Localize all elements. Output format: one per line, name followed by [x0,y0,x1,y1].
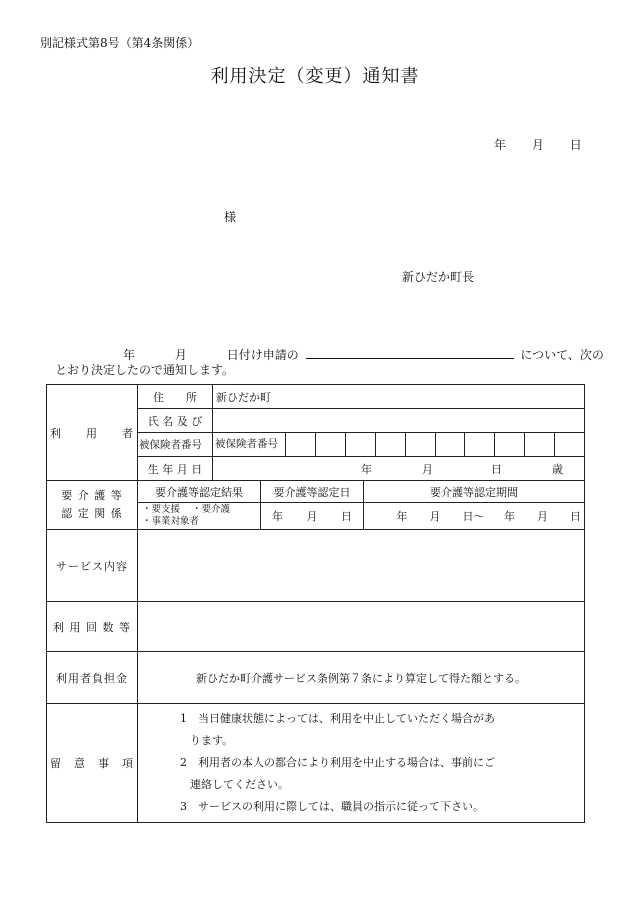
care-date-day: 日 [341,510,352,523]
option-target: ・事業対象者 [142,516,200,527]
care-date-month: 月 [306,510,318,523]
care-date-value [261,503,364,530]
note-1: 1 当日健康状態によっては、利用を中止していただく場合があ [180,712,495,725]
user-section-label: 利 用 者 [47,385,138,481]
notes-label: 留 意 事 項 [47,704,138,823]
dob-day: 日 [491,462,503,476]
usage-value [138,602,585,652]
addressee-suffix: 様 [224,210,237,224]
care-section-label [47,481,138,530]
name-label: 氏 名 及 び [138,409,213,433]
form-number: 別記様式第8号（第4条関係） [40,36,200,50]
service-value [138,530,585,602]
notes-content [138,704,585,823]
dob-value [213,457,585,481]
dob-year: 年 [361,462,373,476]
period-from: 年 月 日～ [396,510,485,523]
date-day: 日 [569,138,582,152]
care-period-value [364,503,585,530]
date-month: 月 [531,138,544,152]
intro-year: 年 [123,348,136,362]
note-1-cont: ります。 [190,734,234,747]
burden-label: 利用者負担金 [47,652,138,704]
usage-label: 利 用 回 数 等 [47,602,138,652]
dob-label: 生 年 月 日 [138,457,213,481]
care-label-1: 要 介 護 等 [61,489,123,502]
insured-number-cells [285,433,584,456]
care-label-2: 認 定 関 係 [61,507,123,520]
care-result-header: 要介護等認定結果 [138,481,261,503]
note-2-cont: 連絡してください。 [190,778,289,791]
intro-month: 月 [174,348,187,362]
sender-name: 新ひだか町長 [402,270,475,284]
name-value [213,409,585,433]
note-2: 2 利用者の本人の都合により利用を中止する場合は、事前にご [180,756,495,769]
care-date-header: 要介護等認定日 [261,481,364,503]
care-period-header: 要介護等認定期間 [364,481,585,503]
intro-day-application: 日付け申請の [226,348,299,362]
application-blank-line [306,347,514,359]
decision-table [46,384,585,823]
care-result-options [138,503,261,530]
insured-number-field [213,433,585,457]
option-support: ・要支援 [142,504,181,515]
period-to: 年 月 日 [504,510,582,523]
note-3: 3 サービスの利用に際しては、職員の指示に従って下さい。 [180,800,484,813]
issue-date [494,136,582,153]
care-date-year: 年 [272,510,283,523]
burden-text: 新ひだか町介護サービス条例第７条により算定して得た額とする。 [138,652,585,704]
dob-month: 月 [422,462,434,476]
date-year: 年 [494,138,507,152]
document-title: 利用決定（変更）通知書 [210,66,420,87]
insured-number-label-2: 被保険者番号 [215,438,278,450]
intro-line-2: とおり決定したので通知します。 [55,363,235,377]
intro-tail: について、次の [520,348,604,362]
dob-age: 歳 [552,462,564,476]
option-care: ・要介護 [192,504,231,515]
insured-number-label: 被保険者番号 [138,433,213,457]
address-label: 住 所 [138,385,213,409]
service-label: サービス内容 [47,530,138,602]
address-value: 新ひだか町 [213,385,585,409]
